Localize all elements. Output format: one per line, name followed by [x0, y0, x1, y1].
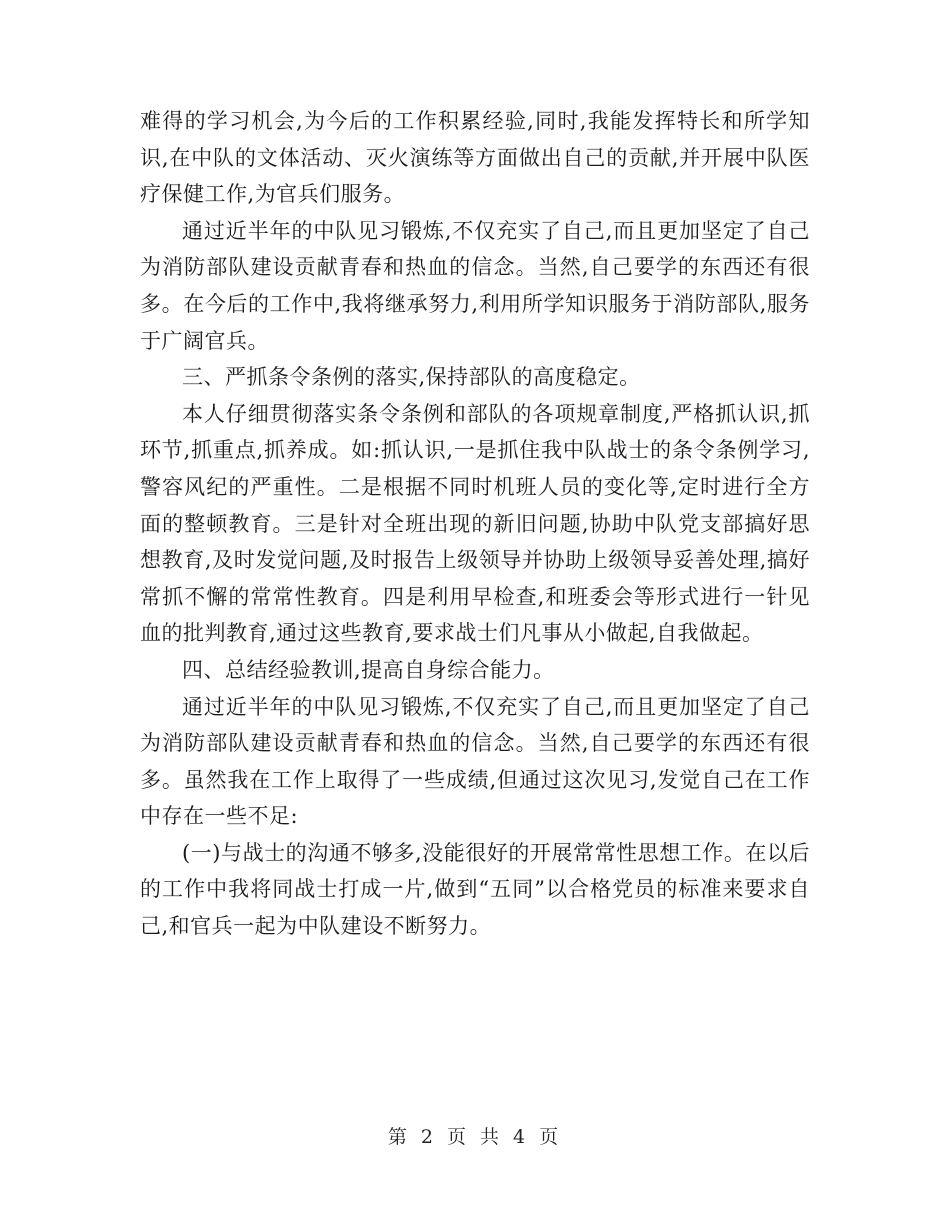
paragraph: 通过近半年的中队见习锻炼,不仅充实了自己,而且更加坚定了自己为消防部队建设贡献青春和热血的信念。当然,自己要学的东西还有很多。虽然我在工作上取得了一些成绩,但通过这次见习,发觉自己在工作中存在一些不足:	[140, 694, 810, 829]
page-number-footer: 第 2 页 共 4 页	[387, 1126, 563, 1148]
paragraph-continuation: 难得的学习机会,为今后的工作积累经验,同时,我能发挥特长和所学知识,在中队的文体活动、灭火演练等方面做出自己的贡献,并开展中队医疗保健工作,为官兵们服务。	[140, 109, 810, 207]
section-heading: 三、严抓条令条例的落实,保持部队的高度稳定。	[182, 365, 641, 390]
paragraph: 本人仔细贯彻落实条令条例和部队的各项规章制度,严格抓认识,抓环节,抓重点,抓养成。如:抓认识,一是抓住我中队战士的条令条例学习,警容风纪的严重性。二是根据不同时机班人员的变化等,定时进行全方面的整顿教育。三是针对全班出现的新旧问题,协助中队党支部搞好思想教育,及时发觉问题,及时报告上级领导并协助上级领导妥善处理,搞好常抓不懈的常常性教育。四是利用早检查,和班委会等形式进行一针见血的批判教育,通过这些教育,要求战士们凡事从小做起,自我做起。	[140, 401, 810, 646]
paragraph: (一)与战士的沟通不够多,没能很好的开展常常性思想工作。在以后的工作中我将同战士打成一片,做到“五同”以合格党员的标准来要求自己,和官兵一起为中队建设不断努力。	[140, 840, 810, 939]
document-body	[140, 103, 810, 945]
section-heading: 四、总结经验教训,提高自身综合能力。	[182, 657, 555, 682]
paragraph: 通过近半年的中队见习锻炼,不仅充实了自己,而且更加坚定了自己为消防部队建设贡献青春和热血的信念。当然,自己要学的东西还有很多。在今后的工作中,我将继承努力,利用所学知识服务于消防部队,服务于广阔官兵。	[140, 218, 810, 353]
